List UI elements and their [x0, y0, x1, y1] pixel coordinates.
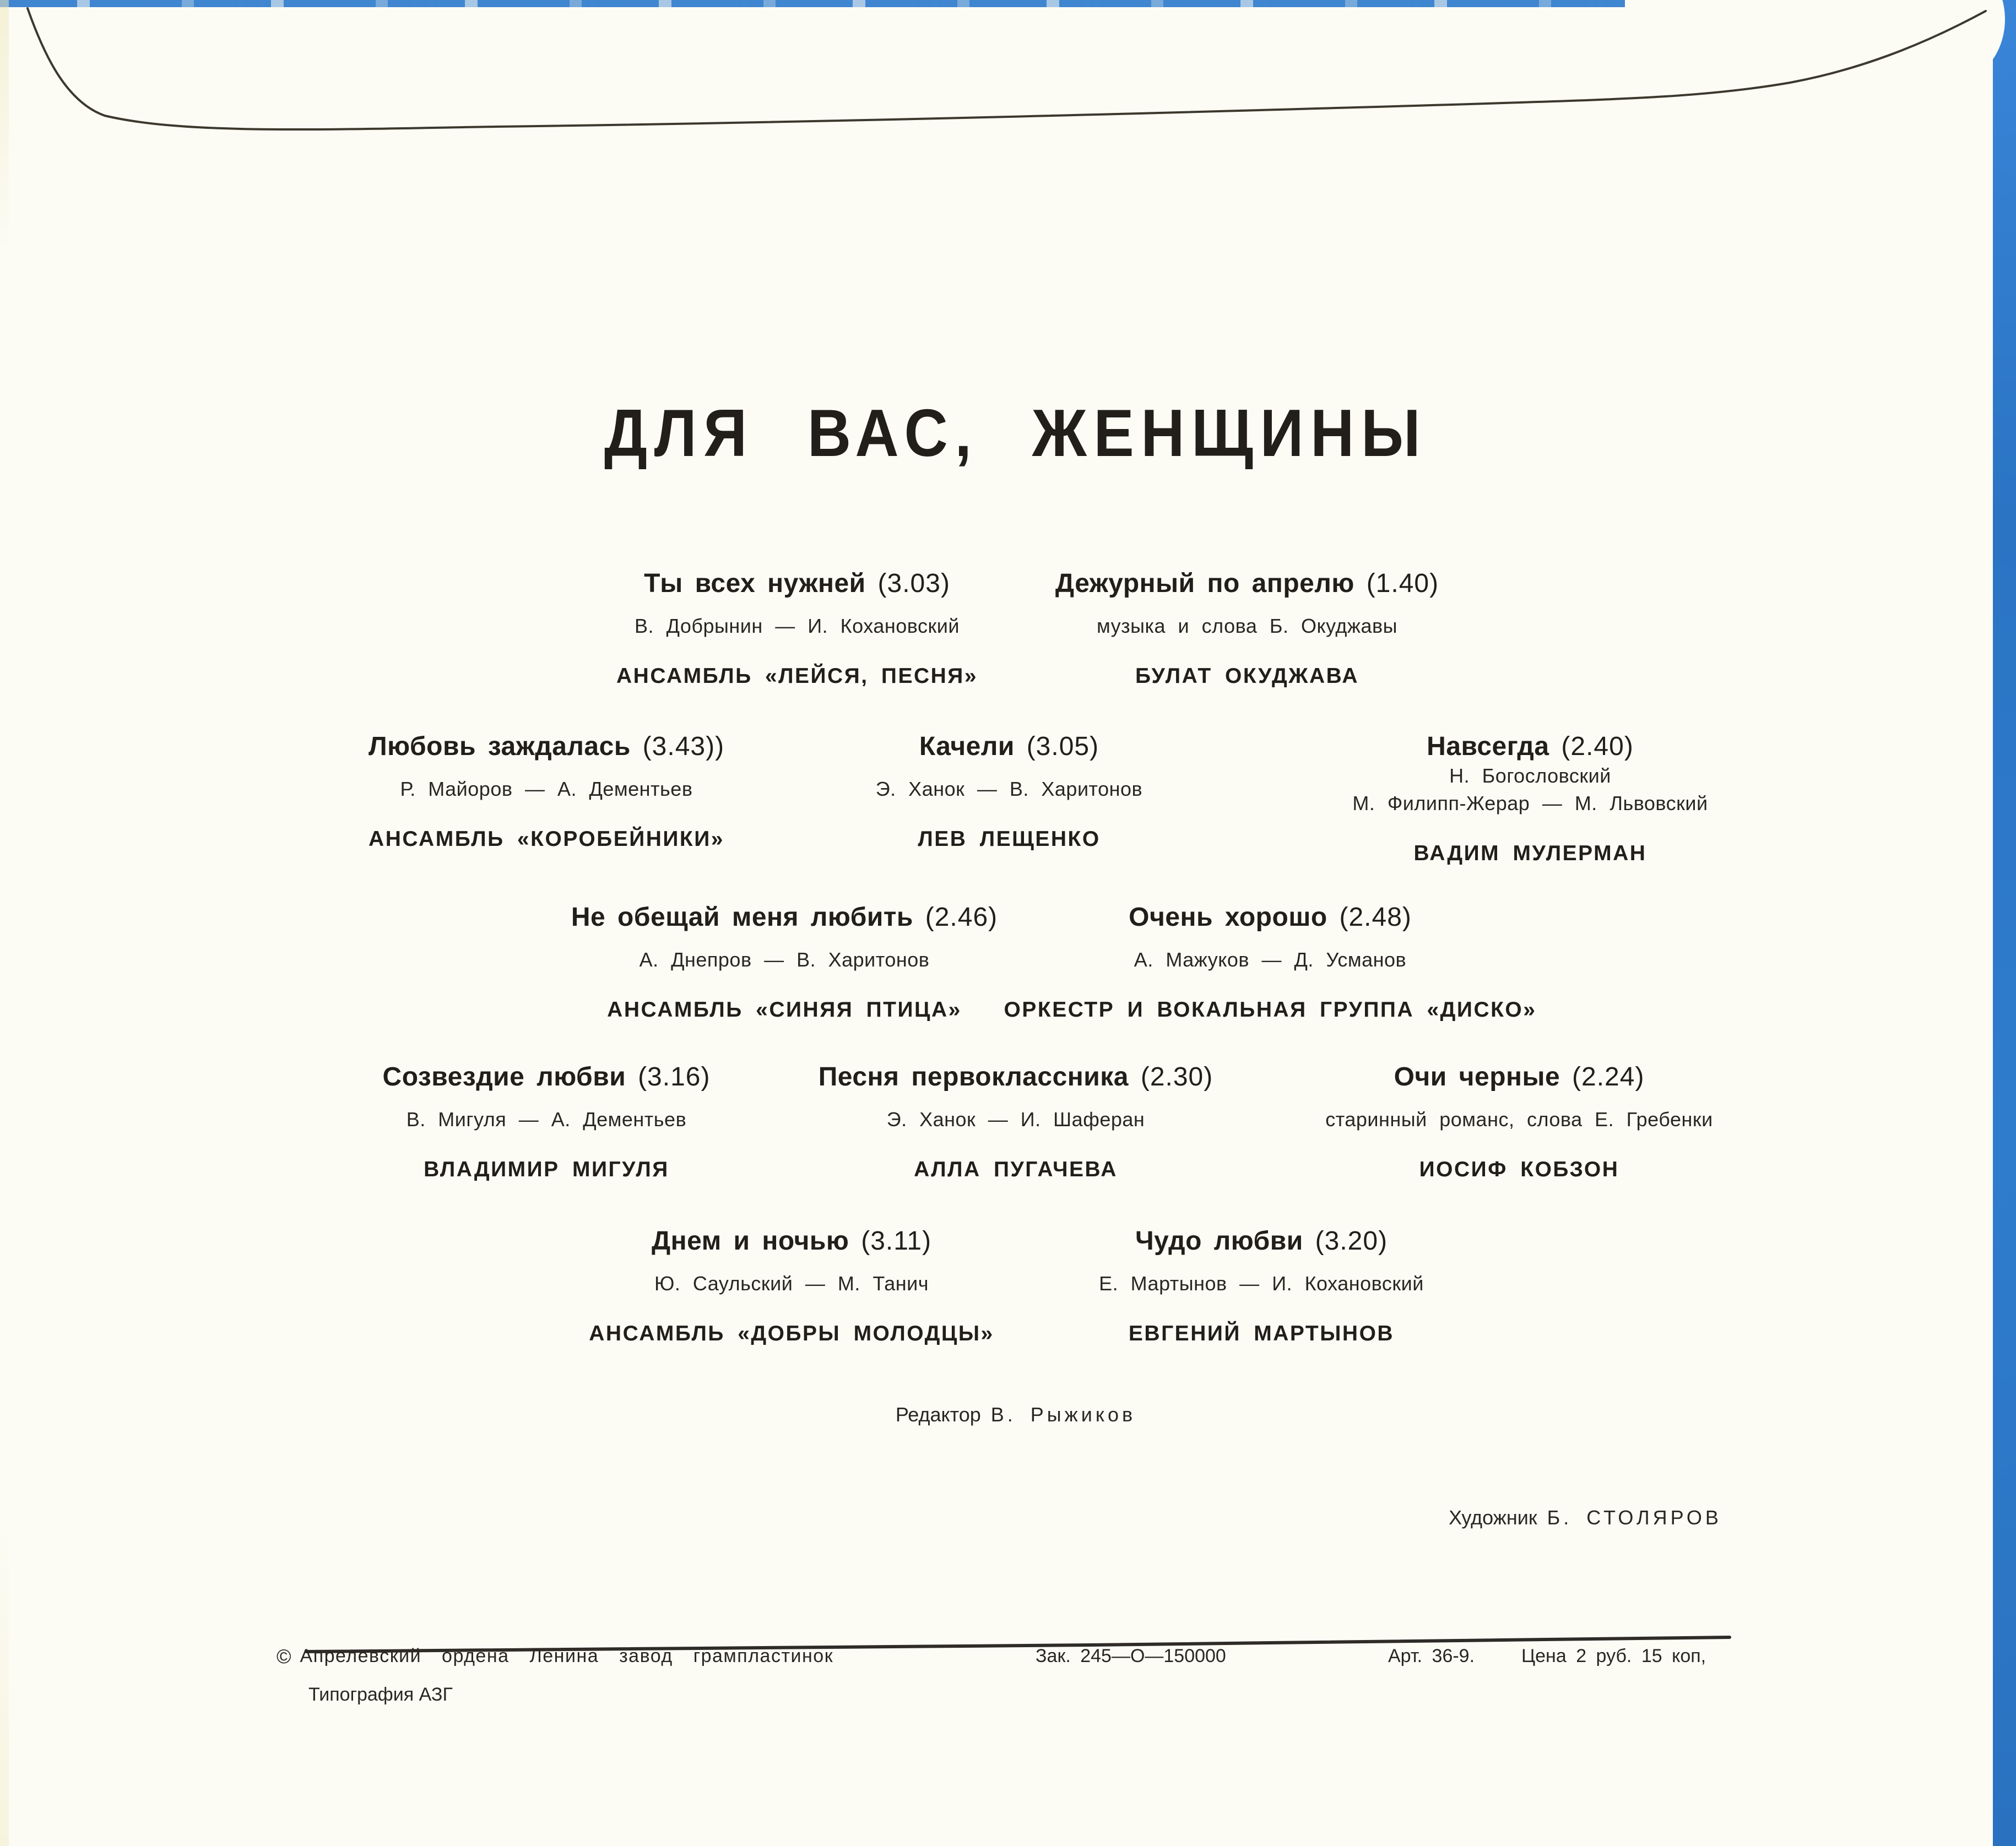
- track-authors: Р. Майоров — А. Дементьев: [400, 778, 693, 800]
- editor-label: Редактор: [895, 1403, 981, 1426]
- track-title-text: Очи черные: [1394, 1062, 1560, 1092]
- track-title: [383, 1063, 711, 1092]
- track-title-text: Днем и ночью: [651, 1226, 849, 1256]
- track-authors: В. Мигуля — А. Дементьев: [406, 1108, 687, 1131]
- track-item: [1004, 903, 1537, 1022]
- artist-label: Художник: [1449, 1506, 1537, 1529]
- track-title: [1099, 1227, 1424, 1256]
- article-number: Арт. 36-9.: [1388, 1646, 1475, 1666]
- track-item: [1352, 732, 1708, 866]
- track-duration: (3.11): [861, 1226, 932, 1256]
- track-title: [571, 903, 998, 932]
- track-item: [368, 732, 724, 851]
- track-authors: старинный романс, слова Е. Гребенки: [1325, 1108, 1713, 1131]
- track-authors: А. Днепров — В. Харитонов: [639, 948, 930, 971]
- track-performer: АЛЛА ПУГАЧЕВА: [914, 1158, 1118, 1181]
- track-title: [589, 1227, 994, 1256]
- track-duration: (3.05): [1026, 732, 1099, 761]
- track-performer: ОРКЕСТР И ВОКАЛЬНАЯ ГРУППА «ДИСКО»: [1004, 998, 1537, 1022]
- editor-credit: [896, 1403, 1136, 1426]
- track-title-text: Не обещай меня любить: [571, 903, 913, 932]
- album-title: ДЛЯ ВАС, ЖЕНЩИНЫ: [604, 395, 1428, 470]
- track-title: [616, 569, 978, 598]
- track-authors: В. Добрынин — И. Кохановский: [635, 615, 960, 637]
- track-title-text: Навсегда: [1427, 732, 1549, 761]
- track-performer: ИОСИФ КОБЗОН: [1419, 1158, 1619, 1181]
- track-performer: АНСАМБЛЬ «ДОБРЫ МОЛОДЦЫ»: [589, 1322, 994, 1345]
- track-title-text: Созвездие любви: [382, 1062, 626, 1092]
- artist-credit: [1449, 1506, 1722, 1529]
- track-performer: ВЛАДИМИР МИГУЛЯ: [424, 1158, 669, 1181]
- track-title: [1352, 732, 1708, 761]
- track-duration: (3.20): [1315, 1226, 1388, 1256]
- track-authors: Э. Ханок — И. Шаферан: [886, 1108, 1145, 1131]
- track-performer: АНСАМБЛЬ «СИНЯЯ ПТИЦА»: [607, 998, 962, 1022]
- track-title: [1004, 903, 1537, 932]
- publisher-credit: [277, 1644, 833, 1667]
- track-performer: АНСАМБЛЬ «ЛЕЙСЯ, ПЕСНЯ»: [616, 664, 978, 688]
- track-performer: АНСАМБЛЬ «КОРОБЕЙНИКИ»: [368, 827, 724, 851]
- printer-credit: Типография АЗГ: [308, 1684, 453, 1705]
- track-title-text: Качели: [919, 732, 1015, 761]
- track-authors: музыка и слова Б. Окуджавы: [1096, 615, 1398, 637]
- editor-name: В. Рыжиков: [990, 1403, 1136, 1426]
- track-authors: А. Мажуков — Д. Усманов: [1134, 948, 1407, 971]
- track-authors: Ю. Саульский — М. Танич: [654, 1272, 929, 1295]
- track-title: [876, 732, 1142, 761]
- track-item: [819, 1063, 1213, 1182]
- order-number: Зак. 245—О—150000: [1036, 1646, 1226, 1666]
- track-duration: (3.43)): [642, 732, 725, 761]
- track-title-text: Любовь заждалась: [368, 732, 631, 761]
- track-item: [1325, 1063, 1712, 1182]
- track-item: [616, 569, 978, 688]
- publisher-text: Апрелевский ордена Ленина завод грампластинок: [300, 1646, 834, 1666]
- track-duration: (2.40): [1561, 732, 1634, 761]
- track-item: [383, 1063, 711, 1182]
- track-authors: Е. Мартынов — И. Кохановский: [1099, 1272, 1424, 1295]
- track-duration: (1.40): [1366, 569, 1439, 598]
- track-duration: (2.46): [925, 903, 998, 932]
- track-duration: (3.16): [638, 1062, 711, 1092]
- copyright-icon: ©: [277, 1645, 291, 1668]
- price: Цена 2 руб. 15 коп,: [1521, 1646, 1706, 1666]
- track-item: [1099, 1227, 1424, 1346]
- track-title: [1325, 1063, 1712, 1092]
- track-duration: (2.24): [1572, 1062, 1645, 1092]
- track-duration: (3.03): [877, 569, 950, 598]
- artist-name: Б. СТОЛЯРОВ: [1547, 1506, 1722, 1529]
- track-performer: ВАДИМ МУЛЕРМАН: [1413, 841, 1647, 865]
- track-title: [819, 1063, 1213, 1092]
- track-item: [589, 1227, 994, 1346]
- sleeve-opening-curve: [28, 8, 1986, 129]
- track-performer: БУЛАТ ОКУДЖАВА: [1135, 664, 1359, 688]
- track-title: [368, 732, 724, 761]
- track-title-text: Ты всех нужней: [644, 569, 866, 598]
- track-item: [876, 732, 1142, 851]
- track-authors: Э. Ханок — В. Харитонов: [875, 778, 1143, 800]
- track-performer: ЕВГЕНИЙ МАРТЫНОВ: [1128, 1322, 1395, 1345]
- track-item: [571, 903, 998, 1022]
- track-title-text: Дежурный по апрелю: [1055, 569, 1354, 598]
- track-title-text: Песня первоклассника: [818, 1062, 1129, 1092]
- track-performer: ЛЕВ ЛЕЩЕНКО: [918, 827, 1101, 851]
- track-duration: (2.30): [1140, 1062, 1213, 1092]
- track-duration: (2.48): [1339, 903, 1412, 932]
- track-authors-line2: М. Филипп-Жерар — М. Львовский: [1352, 792, 1708, 815]
- track-title: [1055, 569, 1439, 598]
- track-authors: [1352, 762, 1708, 817]
- track-authors-line1: Н. Богословский: [1449, 764, 1611, 787]
- track-item: [1055, 569, 1439, 688]
- track-title-text: Чудо любви: [1135, 1226, 1303, 1256]
- track-title-text: Очень хорошо: [1129, 903, 1327, 932]
